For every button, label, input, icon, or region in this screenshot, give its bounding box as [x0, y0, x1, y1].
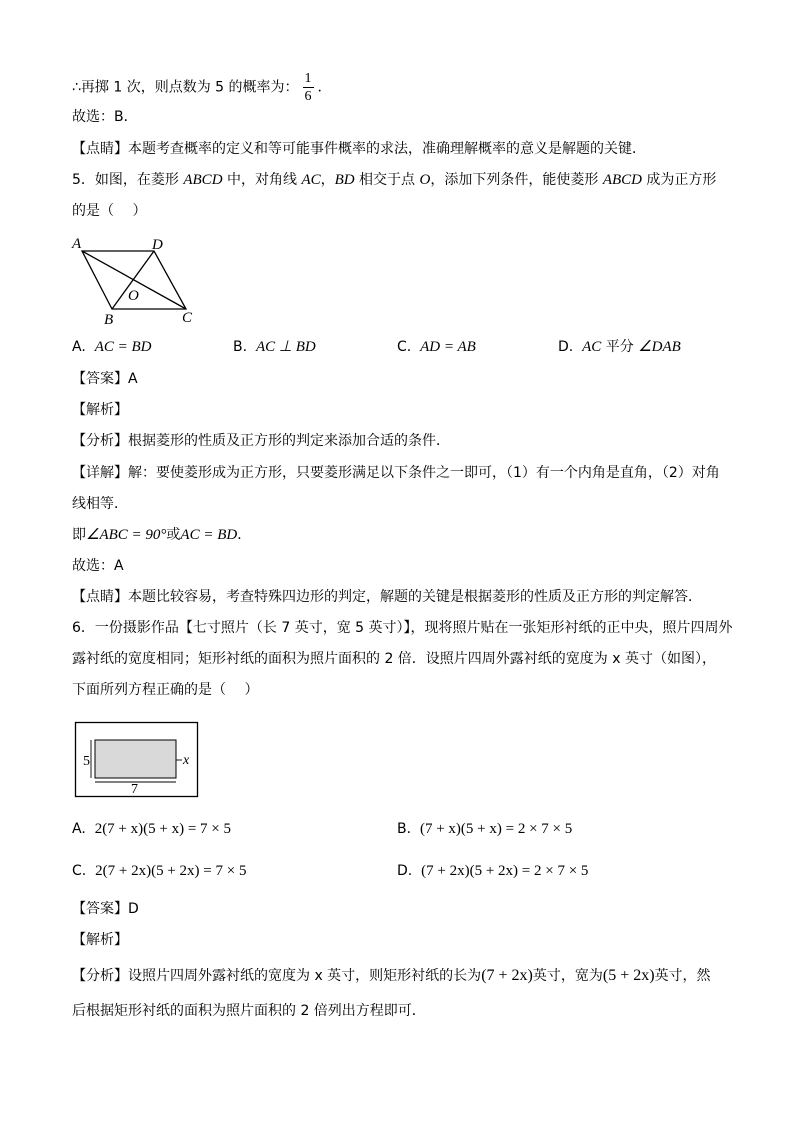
q6-option-d [397, 861, 588, 881]
q5-detail-line1: 【详解】解：要使菱形成为正方形，只要菱形满足以下条件之一即可，（1）有一个内角是直角，（2）对角 [72, 465, 720, 481]
option-text: 2(7 + 2x)(5 + 2x) = 7 × 5 [95, 863, 247, 879]
option-label: B. [233, 339, 248, 355]
q6-option-b [397, 819, 572, 839]
analysis-text: 英寸，宽为 [532, 968, 603, 984]
q5-option-c [397, 337, 476, 357]
option-label: A. [72, 339, 86, 355]
q5-option-b [233, 337, 316, 357]
option-text: (7 + x)(5 + x) = 2 × 7 × 5 [419, 821, 573, 837]
detail-text: ． [237, 527, 252, 543]
option-text: AD = AB [420, 339, 476, 355]
option-label: D. [397, 863, 413, 879]
option-label: A. [72, 821, 86, 837]
margin-label: x [183, 753, 190, 768]
q5-choose: 故选：A [72, 558, 124, 574]
q5-stem-line2: 的是（ ） [72, 203, 147, 219]
q6-stem-line2: 露衬纸的宽度相同；矩形衬纸的面积为照片面积的 2 倍．设照片四周外露衬纸的宽度为 x 英寸（如图）， [72, 651, 716, 667]
detail-text: 或 [166, 527, 181, 543]
q5-detail-line3 [72, 525, 251, 545]
math-mat-length: (7 + 2x) [481, 967, 533, 984]
q5-option-d [558, 337, 681, 357]
math-angle-abc: ∠ABC = 90° [86, 527, 167, 543]
q5-analysis-header: 【解析】 [72, 402, 128, 418]
option-label: B. [397, 821, 412, 837]
option-label: C. [72, 863, 87, 879]
q6-stem-line1: 6．一份摄影作品【七寸照片（长 7 英寸，宽 5 英寸）】，现将照片贴在一张矩形衬纸的正中央，照片四周外 [72, 620, 733, 636]
option-text: ∠DAB [638, 339, 681, 355]
width-label: 7 [131, 782, 138, 797]
probability-conclusion [72, 70, 332, 105]
vertex-label-a: A [72, 236, 82, 252]
vertex-label-c: C [182, 310, 193, 326]
rhombus-figure [68, 234, 204, 328]
photo-rect [95, 740, 176, 778]
math-abcd: ABCD [183, 172, 223, 188]
vertex-label-d: D [152, 237, 163, 253]
q5-analysis: 【分析】根据菱形的性质及正方形的判定来添加合适的条件． [72, 433, 450, 449]
q5-stem-line1 [72, 170, 716, 190]
math-abcd: ABCD [602, 172, 642, 188]
intro-comment: 【点睛】本题考查概率的定义和等可能事件概率的求法，准确理解概率的意义是解题的关键． [72, 141, 646, 157]
q5-stem-text: 相交于点 [354, 172, 420, 188]
analysis-text: 英寸，然 [654, 968, 711, 984]
q5-comment: 【点睛】本题比较容易，考查特殊四边形的判定，解题的关键是根据菱形的性质及正方形的判定解答． [72, 589, 702, 605]
q5-answer: 【答案】A [72, 371, 138, 387]
q5-stem-text: 5．如图，在菱形 [72, 172, 184, 188]
option-text: AC [582, 339, 602, 355]
q6-stem-line3: 下面所列方程正确的是（ ） [72, 682, 259, 698]
height-label: 5 [83, 754, 90, 769]
q5-stem-text: 成为正方形 [641, 172, 717, 188]
q5-stem-text: ，添加下列条件，能使菱形 [430, 172, 603, 188]
fraction-numerator: 1 [304, 71, 312, 86]
q6-analysis-header: 【解析】 [72, 932, 128, 948]
vertex-label-b: B [104, 312, 114, 328]
conclusion-period: ． [317, 79, 332, 96]
math-mat-width: (5 + 2x) [602, 967, 655, 984]
option-text: AC = BD [94, 339, 152, 355]
probability-fraction [303, 70, 314, 105]
q6-option-a [72, 819, 231, 839]
intro-choose: 故选：B． [72, 109, 138, 125]
option-text: 平分 [601, 339, 639, 355]
q5-stem-text: 中，对角线 [222, 172, 302, 188]
detail-text: 即 [72, 527, 86, 543]
q5-comma: ， [320, 172, 335, 188]
q6-analysis-line2: 后根据矩形衬纸的面积为照片面积的 2 倍列出方程即可． [72, 1003, 426, 1019]
q6-answer: 【答案】D [72, 901, 139, 917]
math-ac-eq-bd: AC = BD [180, 527, 238, 543]
q6-option-c [72, 861, 246, 881]
analysis-text: 【分析】设照片四周外露衬纸的宽度为 x 英寸，则矩形衬纸的长为 [72, 968, 482, 984]
q5-option-a [72, 337, 151, 357]
conclusion-text: ∴再掷 1 次，则点数为 5 的概率为： [72, 79, 299, 96]
q5-detail-line2: 线相等． [72, 496, 128, 512]
option-label: C. [397, 339, 412, 355]
option-text: 2(7 + x)(5 + x) = 7 × 5 [94, 821, 232, 837]
option-text: AC ⊥ BD [255, 339, 316, 355]
fraction-denominator: 6 [304, 89, 312, 104]
q6-analysis-line1 [72, 966, 711, 986]
math-o: O [419, 172, 431, 188]
math-ac: AC [301, 172, 321, 188]
option-text: (7 + 2x)(5 + 2x) = 2 × 7 × 5 [421, 863, 589, 879]
math-bd: BD [334, 172, 355, 188]
center-label-o: O [128, 288, 139, 304]
option-label: D. [558, 339, 574, 355]
photo-mat-figure [74, 720, 202, 800]
